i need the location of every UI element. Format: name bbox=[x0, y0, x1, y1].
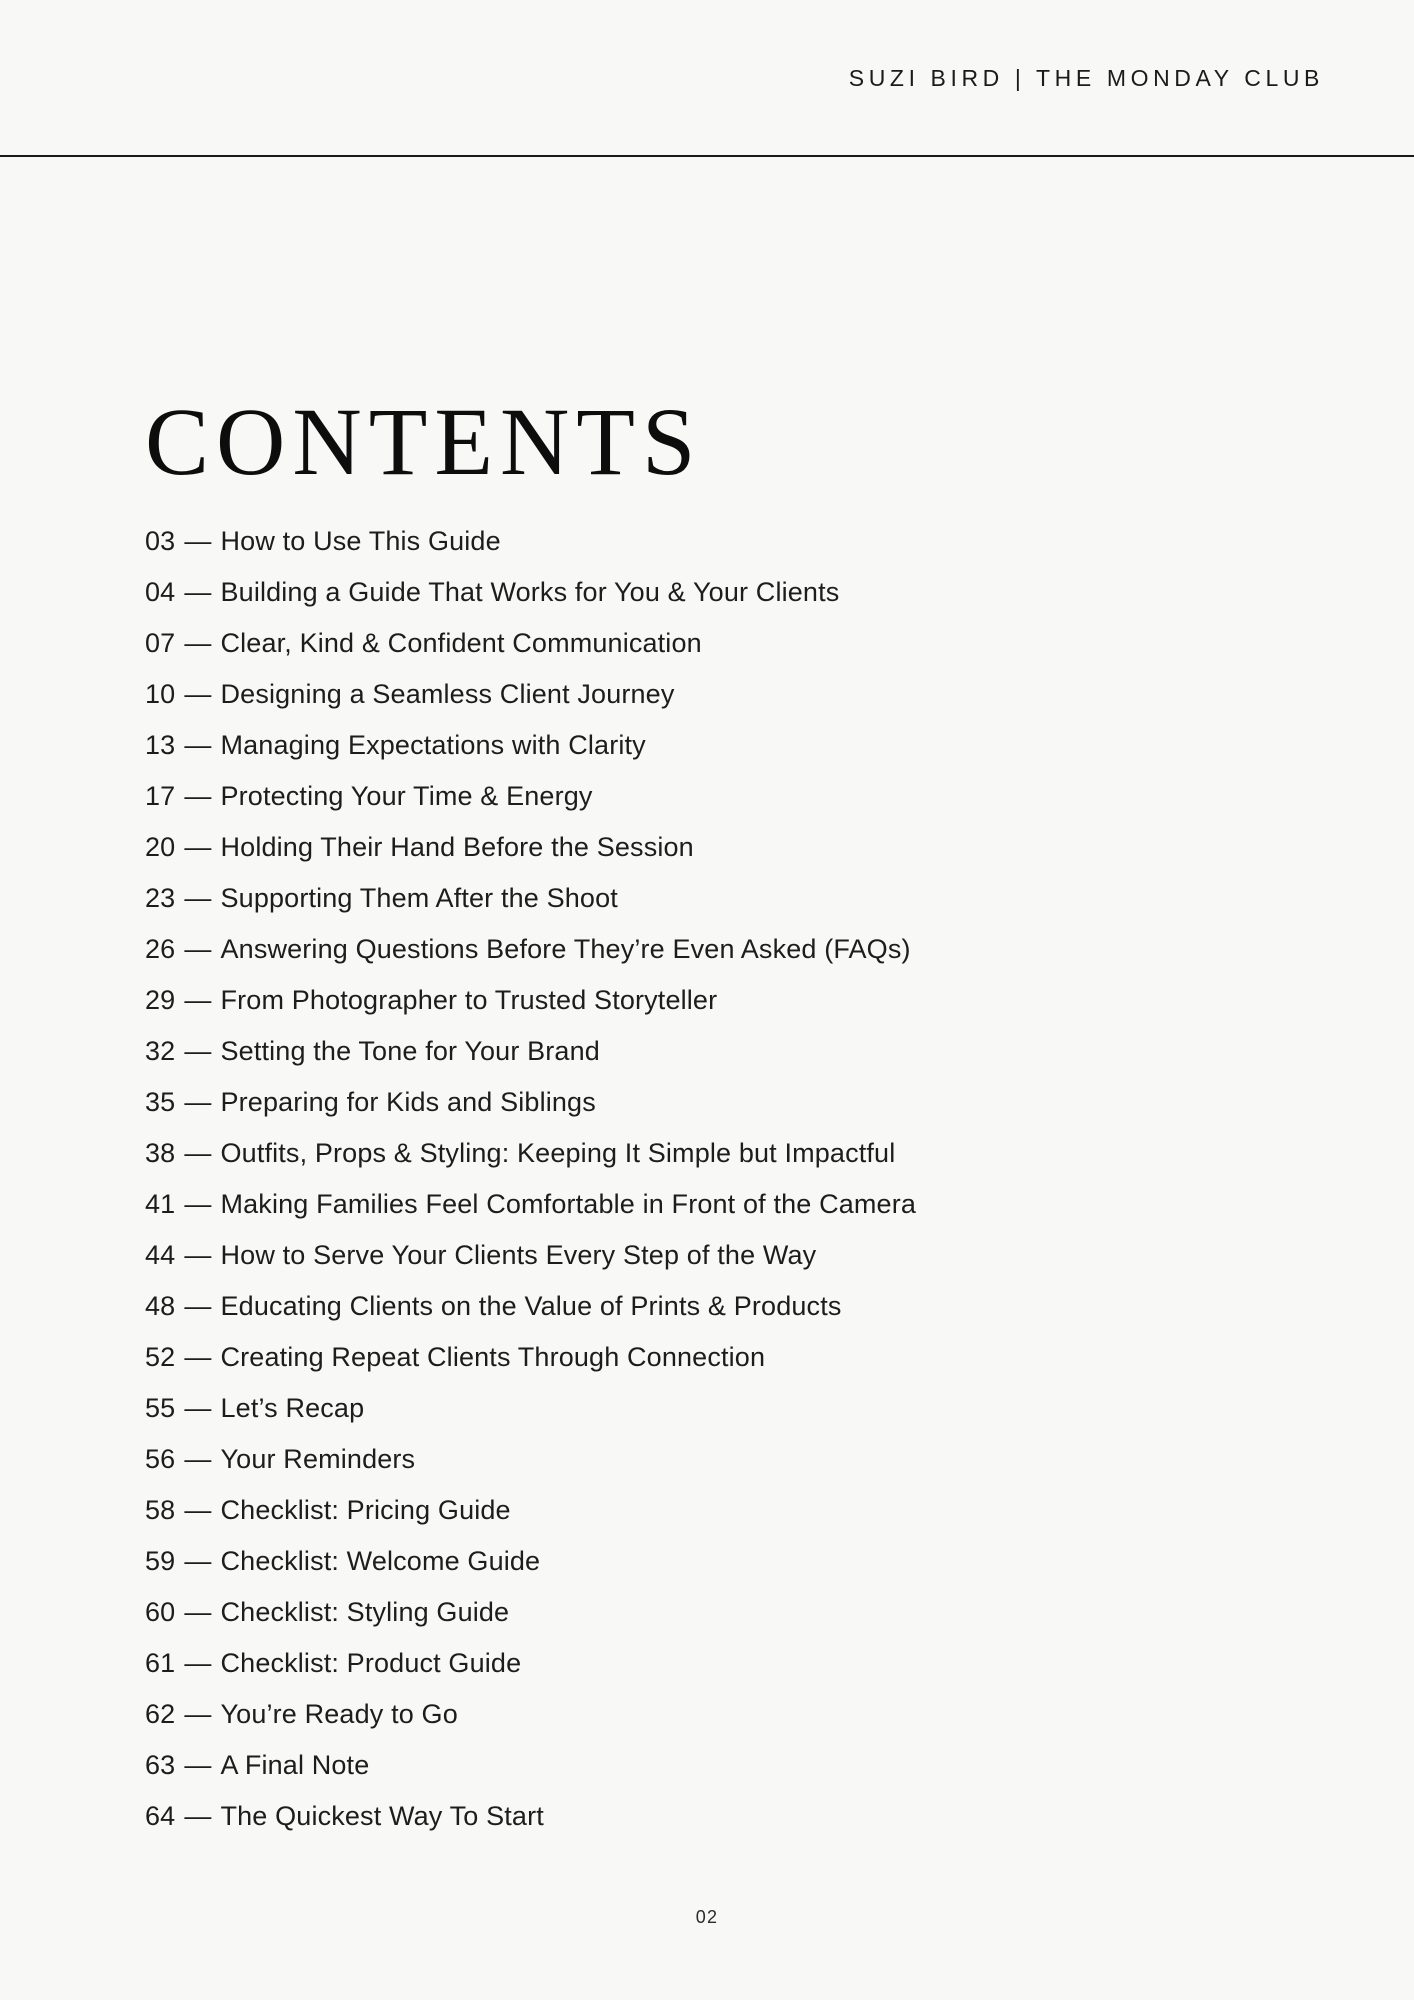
toc-entry-label: Educating Clients on the Value of Prints & Products bbox=[220, 1291, 842, 1321]
toc-entry-label: From Photographer to Trusted Storyteller bbox=[220, 985, 718, 1015]
toc-entry-separator: — bbox=[184, 832, 212, 862]
toc-entry-page-number: 20 bbox=[145, 832, 176, 862]
toc-entry[interactable] bbox=[145, 1638, 1295, 1689]
toc-entry-page-number: 55 bbox=[145, 1393, 176, 1423]
toc-entry-label: How to Serve Your Clients Every Step of the Way bbox=[220, 1240, 817, 1270]
toc-entry-label: Outfits, Props & Styling: Keeping It Simple but Impactful bbox=[220, 1138, 896, 1168]
header-divider-rule bbox=[0, 155, 1414, 157]
toc-entry-label: Your Reminders bbox=[220, 1444, 416, 1474]
toc-entry-page-number: 61 bbox=[145, 1648, 176, 1678]
toc-entry[interactable] bbox=[145, 1077, 1295, 1128]
toc-entry[interactable] bbox=[145, 1179, 1295, 1230]
toc-entry-page-number: 56 bbox=[145, 1444, 176, 1474]
toc-entry[interactable] bbox=[145, 1128, 1295, 1179]
toc-entry-page-number: 38 bbox=[145, 1138, 176, 1168]
toc-entry-page-number: 03 bbox=[145, 526, 176, 556]
toc-entry-label: Checklist: Pricing Guide bbox=[220, 1495, 511, 1525]
toc-entry[interactable] bbox=[145, 822, 1295, 873]
toc-entry-separator: — bbox=[184, 1495, 212, 1525]
toc-entry-label: Answering Questions Before They’re Even Asked (FAQs) bbox=[220, 934, 911, 964]
toc-entry[interactable] bbox=[145, 1332, 1295, 1383]
header-brand-title: SUZI BIRD | THE MONDAY CLUB bbox=[848, 64, 1324, 91]
toc-entry[interactable] bbox=[145, 1281, 1295, 1332]
toc-entry-label: Checklist: Product Guide bbox=[220, 1648, 522, 1678]
toc-entry-label: How to Use This Guide bbox=[220, 526, 501, 556]
toc-entry[interactable] bbox=[145, 1485, 1295, 1536]
toc-entry-separator: — bbox=[184, 730, 212, 760]
toc-entry-label: Setting the Tone for Your Brand bbox=[220, 1036, 600, 1066]
toc-entry-separator: — bbox=[184, 883, 212, 913]
toc-entry-label: Let’s Recap bbox=[220, 1393, 365, 1423]
toc-entry-page-number: 60 bbox=[145, 1597, 176, 1627]
toc-entry-label: Clear, Kind & Confident Communication bbox=[220, 628, 702, 658]
toc-entry[interactable] bbox=[145, 975, 1295, 1026]
toc-entry-separator: — bbox=[184, 1342, 212, 1372]
toc-entry-page-number: 35 bbox=[145, 1087, 176, 1117]
toc-entry-separator: — bbox=[184, 1240, 212, 1270]
toc-entry[interactable] bbox=[145, 567, 1295, 618]
toc-entry-label: Checklist: Styling Guide bbox=[220, 1597, 510, 1627]
toc-entry[interactable] bbox=[145, 1791, 1295, 1842]
toc-entry-page-number: 64 bbox=[145, 1801, 176, 1831]
toc-entry-page-number: 44 bbox=[145, 1240, 176, 1270]
toc-entry[interactable] bbox=[145, 720, 1295, 771]
toc-entry-label: Managing Expectations with Clarity bbox=[220, 730, 646, 760]
toc-entry[interactable] bbox=[145, 924, 1295, 975]
toc-entry-label: Preparing for Kids and Siblings bbox=[220, 1087, 596, 1117]
toc-entry[interactable] bbox=[145, 1230, 1295, 1281]
toc-entry-page-number: 62 bbox=[145, 1699, 176, 1729]
toc-entry-page-number: 41 bbox=[145, 1189, 176, 1219]
toc-entry-separator: — bbox=[184, 1189, 212, 1219]
toc-entry-page-number: 10 bbox=[145, 679, 176, 709]
toc-entry-separator: — bbox=[184, 679, 212, 709]
toc-entry-page-number: 59 bbox=[145, 1546, 176, 1576]
toc-entry[interactable] bbox=[145, 771, 1295, 822]
toc-entry-label: Building a Guide That Works for You & Your Clients bbox=[220, 577, 840, 607]
toc-entry-label: Checklist: Welcome Guide bbox=[220, 1546, 541, 1576]
toc-entry-label: Designing a Seamless Client Journey bbox=[220, 679, 675, 709]
toc-entry-page-number: 17 bbox=[145, 781, 176, 811]
toc-entry-label: A Final Note bbox=[220, 1750, 370, 1780]
toc-entry-page-number: 04 bbox=[145, 577, 176, 607]
toc-entry-page-number: 23 bbox=[145, 883, 176, 913]
toc-entry[interactable] bbox=[145, 1383, 1295, 1434]
toc-entry-separator: — bbox=[184, 1801, 212, 1831]
toc-entry-label: Holding Their Hand Before the Session bbox=[220, 832, 694, 862]
toc-entry[interactable] bbox=[145, 873, 1295, 924]
toc-entry-separator: — bbox=[184, 1036, 212, 1066]
toc-entry-label: The Quickest Way To Start bbox=[220, 1801, 544, 1831]
toc-entry-label: Creating Repeat Clients Through Connection bbox=[220, 1342, 766, 1372]
toc-entry-separator: — bbox=[184, 628, 212, 658]
toc-entry[interactable] bbox=[145, 1740, 1295, 1791]
toc-entry-separator: — bbox=[184, 1087, 212, 1117]
table-of-contents-list bbox=[145, 516, 1295, 1842]
toc-entry[interactable] bbox=[145, 1689, 1295, 1740]
toc-entry-separator: — bbox=[184, 1699, 212, 1729]
footer-page-number: 02 bbox=[695, 1907, 719, 1927]
toc-entry-label: You’re Ready to Go bbox=[220, 1699, 458, 1729]
toc-entry-page-number: 63 bbox=[145, 1750, 176, 1780]
toc-entry[interactable] bbox=[145, 618, 1295, 669]
toc-entry-separator: — bbox=[184, 1546, 212, 1576]
toc-entry-separator: — bbox=[184, 781, 212, 811]
toc-entry-page-number: 48 bbox=[145, 1291, 176, 1321]
toc-entry-separator: — bbox=[184, 1597, 212, 1627]
toc-entry-page-number: 26 bbox=[145, 934, 176, 964]
toc-entry[interactable] bbox=[145, 516, 1295, 567]
toc-entry-label: Protecting Your Time & Energy bbox=[220, 781, 593, 811]
toc-entry[interactable] bbox=[145, 1434, 1295, 1485]
toc-entry-separator: — bbox=[184, 1291, 212, 1321]
toc-entry-separator: — bbox=[184, 1138, 212, 1168]
toc-entry-separator: — bbox=[184, 1393, 212, 1423]
toc-entry-separator: — bbox=[184, 934, 212, 964]
toc-entry-separator: — bbox=[184, 985, 212, 1015]
toc-entry-page-number: 07 bbox=[145, 628, 176, 658]
toc-entry-label: Making Families Feel Comfortable in Front of the Camera bbox=[220, 1189, 917, 1219]
toc-entry-page-number: 13 bbox=[145, 730, 176, 760]
toc-entry-page-number: 32 bbox=[145, 1036, 176, 1066]
toc-entry[interactable] bbox=[145, 1026, 1295, 1077]
toc-entry[interactable] bbox=[145, 1536, 1295, 1587]
toc-entry-label: Supporting Them After the Shoot bbox=[220, 883, 618, 913]
toc-entry-separator: — bbox=[184, 1648, 212, 1678]
toc-entry-separator: — bbox=[184, 1750, 212, 1780]
toc-entry-page-number: 58 bbox=[145, 1495, 176, 1525]
toc-entry[interactable] bbox=[145, 669, 1295, 720]
toc-entry-page-number: 52 bbox=[145, 1342, 176, 1372]
toc-entry-separator: — bbox=[184, 526, 212, 556]
toc-entry[interactable] bbox=[145, 1587, 1295, 1638]
page-header bbox=[0, 0, 1414, 156]
toc-entry-separator: — bbox=[184, 577, 212, 607]
toc-entry-page-number: 29 bbox=[145, 985, 176, 1015]
page-title: CONTENTS bbox=[145, 388, 703, 496]
toc-entry-separator: — bbox=[184, 1444, 212, 1474]
